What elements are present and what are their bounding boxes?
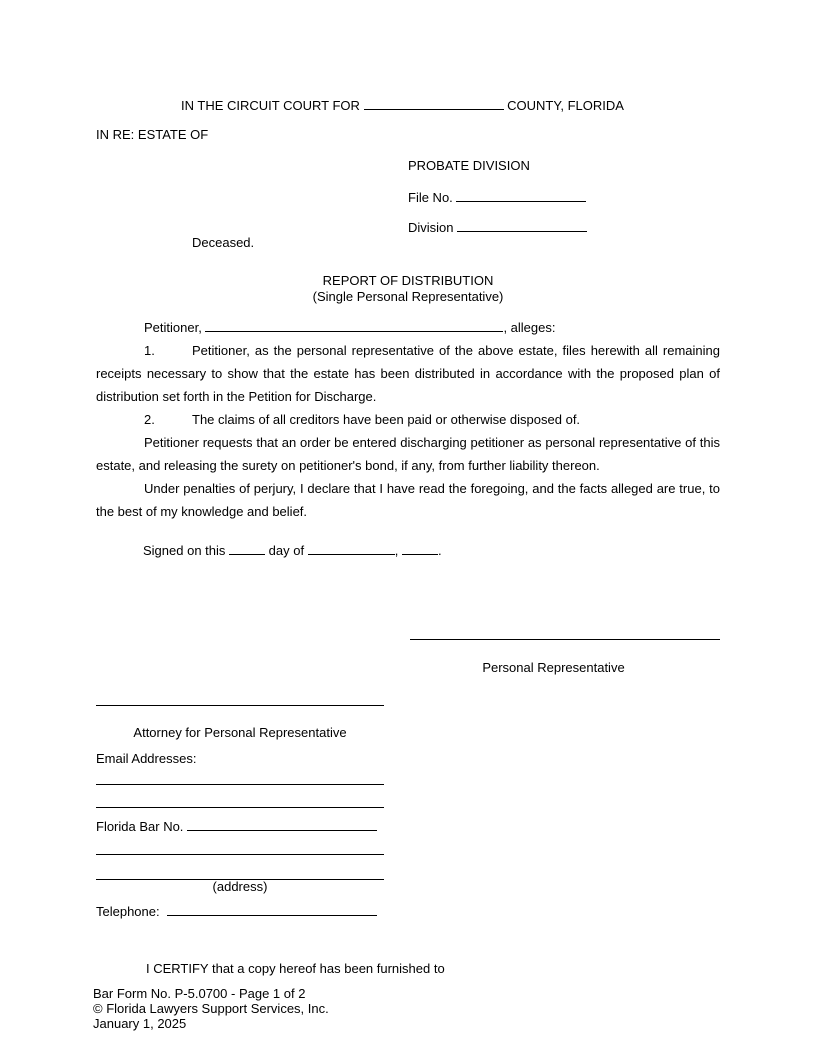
bar-no-blank[interactable] [187,818,377,831]
petitioner-label: Petitioner, [144,320,202,335]
court-suffix: COUNTY, FLORIDA [507,98,624,113]
bar-no [96,818,377,835]
day-of-label: day of [268,543,305,558]
report-subtitle: (Single Personal Representative) [312,289,504,304]
personal-rep-label: Personal Representative [482,660,625,675]
alleges-label: , alleges: [503,320,556,335]
attorney-signature-line[interactable] [96,705,384,706]
division-no [408,219,587,236]
petitioner-blank[interactable] [205,319,503,332]
email-label: Email Addresses: [96,751,197,766]
month-blank[interactable] [308,542,395,555]
email-line-1[interactable] [96,784,384,785]
file-no-label: File No. [408,190,453,205]
item-2-number: 2. [144,412,155,427]
telephone-blank[interactable] [167,903,377,916]
file-no-blank[interactable] [456,189,586,202]
year-blank[interactable] [402,542,438,555]
comma: , [394,543,399,558]
item-1-text: Petitioner, as the personal representative of the above estate, files herewith all remaining receipts necessary to show that the estate has been distributed in accordance with the proposed plan of distribution set forth in the Petition for Discharge. [96,343,720,404]
email-line-2[interactable] [96,807,384,808]
item-1 [96,339,720,408]
signed-on-label: Signed on this [143,543,226,558]
footer-copyright: © Florida Lawyers Support Services, Inc. [93,1001,329,1016]
telephone [96,903,377,920]
period: . [437,543,442,558]
telephone-label: Telephone: [96,904,160,919]
item-2-text: The claims of all creditors have been paid or otherwise disposed of. [192,412,581,427]
division-no-blank[interactable] [457,219,587,232]
deceased-label: Deceased. [192,235,255,250]
file-no [408,189,586,206]
item-2 [96,408,720,431]
attorney-label: Attorney for Personal Representative [133,725,347,740]
bar-no-label: Florida Bar No. [96,819,184,834]
county-blank[interactable] [364,97,504,110]
probate-division: PROBATE DIVISION [408,158,530,173]
pr-signature-line[interactable] [410,639,720,640]
request-paragraph: Petitioner requests that an order be entered discharging petitioner as personal representative of this estate, and releasing the surety on petitioner's bond, if any, from further liability thereon. [96,435,720,473]
footer-date: January 1, 2025 [93,1016,187,1031]
certify-line: I CERTIFY that a copy hereof has been furnished to [146,961,445,976]
report-title: REPORT OF DISTRIBUTION [322,273,494,288]
court-prefix: IN THE CIRCUIT COURT FOR [181,98,360,113]
signed-on-line [143,542,442,559]
day-blank[interactable] [229,542,265,555]
in-re-estate: IN RE: ESTATE OF [96,127,209,142]
footer-form-no: Bar Form No. P-5.0700 - Page 1 of 2 [93,986,306,1001]
address-label: (address) [212,879,268,894]
item-1-number: 1. [144,343,155,358]
address-line-1[interactable] [96,854,384,855]
perjury-paragraph: Under penalties of perjury, I declare that I have read the foregoing, and the facts alleged are true, to the best of my knowledge and belief. [96,481,720,519]
petitioner-line [144,319,556,336]
court-heading [181,97,624,114]
division-no-label: Division [408,220,454,235]
